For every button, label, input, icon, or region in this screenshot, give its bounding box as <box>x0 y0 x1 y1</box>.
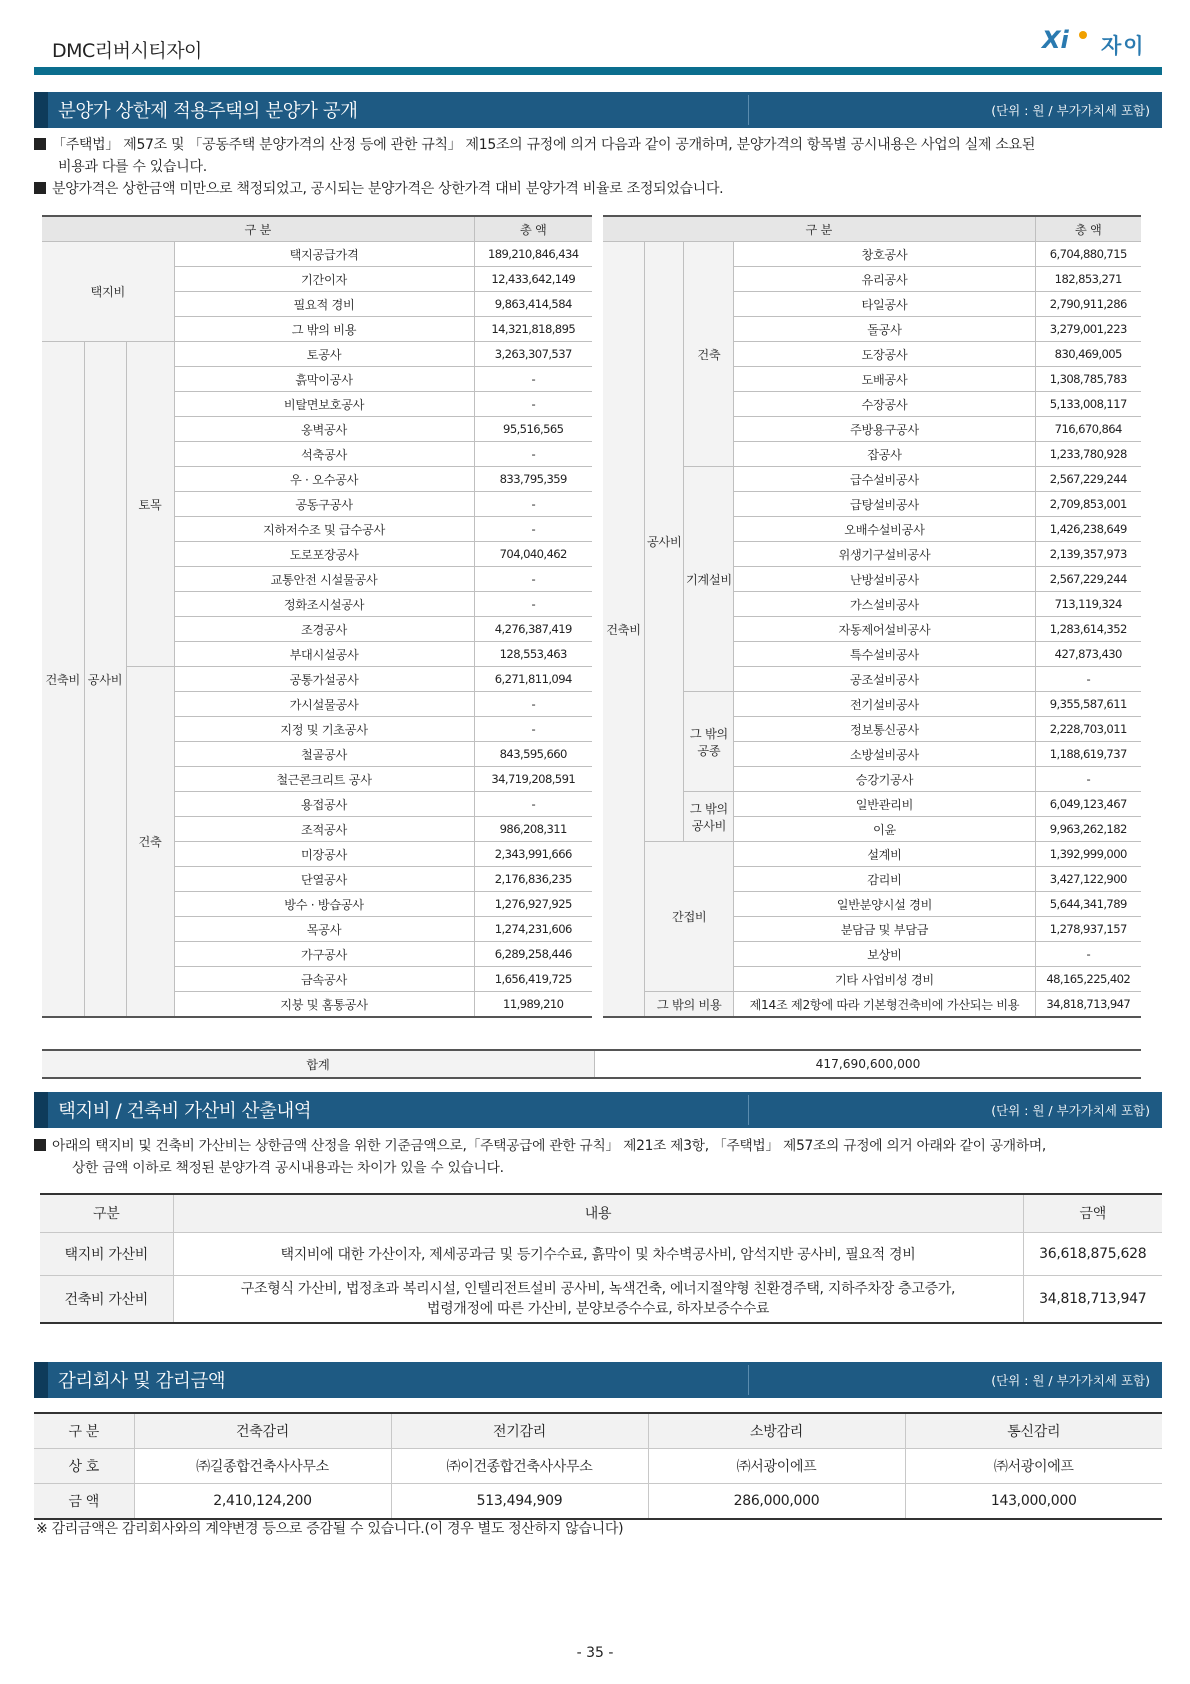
section-title: 택지비 / 건축비 가산비 산출내역 <box>58 1101 312 1122</box>
row-item: 주방용구공사 <box>734 417 1035 442</box>
row-amount: 1,426,238,649 <box>1035 517 1141 542</box>
row-item: 지붕 및 홈통공사 <box>174 992 474 1018</box>
company-name: ㈜길종합건축사사무소 <box>134 1449 391 1484</box>
row-item: 타일공사 <box>734 292 1035 317</box>
group-construction: 건축비 <box>603 242 645 1018</box>
group-other-works: 그 밖의 공종 <box>684 692 734 792</box>
row-item: 설계비 <box>734 842 1035 867</box>
group-indirect: 간접비 <box>645 842 734 992</box>
row-amount: 36,618,875,628 <box>1023 1232 1162 1275</box>
row-item: 오배수설비공사 <box>734 517 1035 542</box>
row-item: 미장공사 <box>174 842 474 867</box>
row-amount: 843,595,660 <box>474 742 592 767</box>
row-item: 도장공사 <box>734 342 1035 367</box>
bullet-text: 상한 금액 이하로 책정된 분양가격 공시내용과는 차이가 있을 수 있습니다. <box>72 1160 504 1176</box>
total-label: 합계 <box>42 1050 595 1078</box>
row-label-amount: 금 액 <box>34 1484 134 1520</box>
row-amount: - <box>474 692 592 717</box>
row-amount: 34,818,713,947 <box>1023 1275 1162 1323</box>
row-amount: 1,274,231,606 <box>474 917 592 942</box>
row-amount: - <box>474 592 592 617</box>
row-amount: 1,283,614,352 <box>1035 617 1141 642</box>
row-amount: 5,644,341,789 <box>1035 892 1141 917</box>
row-amount: 2,176,836,235 <box>474 867 592 892</box>
row-item: 공동구공사 <box>174 492 474 517</box>
group-other-cost: 그 밖의 비용 <box>645 992 734 1018</box>
page-number: - 35 - <box>576 1645 614 1661</box>
row-amount: 95,516,565 <box>474 417 592 442</box>
row-item: 돌공사 <box>734 317 1035 342</box>
row-item: 급탕설비공사 <box>734 492 1035 517</box>
row-amount: 34,818,713,947 <box>1035 992 1141 1018</box>
section1-notes <box>34 134 1162 200</box>
row-item: 석축공사 <box>174 442 474 467</box>
row-amount: 2,228,703,011 <box>1035 717 1141 742</box>
group-land: 택지비 <box>42 242 174 342</box>
row-item: 보상비 <box>734 942 1035 967</box>
row-amount: 34,719,208,591 <box>474 767 592 792</box>
xi-logo-icon <box>1040 26 1100 58</box>
row-amount: 1,276,927,925 <box>474 892 592 917</box>
row-amount: 6,289,258,446 <box>474 942 592 967</box>
row-label-company: 상 호 <box>34 1449 134 1484</box>
row-amount: 830,469,005 <box>1035 342 1141 367</box>
row-amount: 2,567,229,244 <box>1035 467 1141 492</box>
header-content: 내용 <box>173 1194 1023 1232</box>
group-work: 공사비 <box>84 342 126 1018</box>
row-amount: 1,188,619,737 <box>1035 742 1141 767</box>
row-amount: - <box>474 367 592 392</box>
supervision-note: ※ 감리금액은 감리회사와의 계약변경 등으로 증감될 수 있습니다.(이 경우 별도 정산하지 않습니다) <box>36 1521 624 1537</box>
supervision-amount: 513,494,909 <box>391 1484 648 1520</box>
row-amount: 704,040,462 <box>474 542 592 567</box>
row-item: 가구공사 <box>174 942 474 967</box>
row-item: 일반관리비 <box>734 792 1035 817</box>
cost-table-right <box>603 215 1141 1018</box>
section2-notes <box>34 1135 1162 1179</box>
bullet-square-icon <box>34 138 46 150</box>
row-item: 용접공사 <box>174 792 474 817</box>
row-amount: 2,790,911,286 <box>1035 292 1141 317</box>
row-amount: 3,279,001,223 <box>1035 317 1141 342</box>
total-amount: 417,690,600,000 <box>595 1050 1142 1078</box>
section-banner-price-disclosure <box>34 92 1162 128</box>
row-item: 감리비 <box>734 867 1035 892</box>
row-amount: 4,276,387,419 <box>474 617 592 642</box>
row-amount: 2,567,229,244 <box>1035 567 1141 592</box>
group-civil: 토목 <box>126 342 174 667</box>
row-item: 부대시설공사 <box>174 642 474 667</box>
header-category: 구 분 <box>34 1413 134 1449</box>
row-amount: 3,427,122,900 <box>1035 867 1141 892</box>
row-item: 필요적 경비 <box>174 292 474 317</box>
row-item: 기간이자 <box>174 267 474 292</box>
group-building: 건축 <box>126 667 174 1018</box>
header-amount: 총 액 <box>474 216 592 242</box>
section-banner-supervision <box>34 1362 1162 1398</box>
row-item: 흙막이공사 <box>174 367 474 392</box>
row-item: 지정 및 기초공사 <box>174 717 474 742</box>
row-content: 구조형식 가산비, 법정초과 복리시설, 인텔리전트설비 공사비, 녹색건축, 에너지절약형 친환경주택, 지하주차장 층고증가, <box>240 1280 956 1297</box>
section-banner-additional-costs <box>34 1092 1162 1128</box>
row-amount: 2,343,991,666 <box>474 842 592 867</box>
unit-note: (단위 : 원 / 부가가치세 포함) <box>991 1103 1150 1118</box>
row-amount: - <box>474 442 592 467</box>
row-amount: 48,165,225,402 <box>1035 967 1141 992</box>
row-item: 공조설비공사 <box>734 667 1035 692</box>
row-item: 유리공사 <box>734 267 1035 292</box>
row-item: 승강기공사 <box>734 767 1035 792</box>
header-electrical: 전기감리 <box>391 1413 648 1449</box>
row-item: 잡공사 <box>734 442 1035 467</box>
row-item: 공통가설공사 <box>174 667 474 692</box>
supervision-amount: 2,410,124,200 <box>134 1484 391 1520</box>
row-item: 제14조 제2항에 따라 기본형건축비에 가산되는 비용 <box>734 992 1035 1018</box>
row-category: 건축비 가산비 <box>40 1275 173 1323</box>
row-item: 도로포장공사 <box>174 542 474 567</box>
row-item: 정화조시설공사 <box>174 592 474 617</box>
total-table <box>42 1049 1141 1079</box>
row-item: 특수설비공사 <box>734 642 1035 667</box>
row-item: 교통안전 시설물공사 <box>174 567 474 592</box>
row-item: 조적공사 <box>174 817 474 842</box>
row-amount: 1,233,780,928 <box>1035 442 1141 467</box>
group-construction: 건축비 <box>42 342 84 1018</box>
row-item: 방수 · 방습공사 <box>174 892 474 917</box>
row-amount: - <box>474 567 592 592</box>
row-item: 전기설비공사 <box>734 692 1035 717</box>
row-item: 그 밖의 비용 <box>174 317 474 342</box>
row-item: 철골공사 <box>174 742 474 767</box>
row-amount: - <box>1035 942 1141 967</box>
row-item: 급수설비공사 <box>734 467 1035 492</box>
logo-text: 자이 <box>1101 34 1146 58</box>
header-amount: 총 액 <box>1035 216 1141 242</box>
row-amount: 1,308,785,783 <box>1035 367 1141 392</box>
supervision-amount: 143,000,000 <box>905 1484 1162 1520</box>
header-divider <box>34 67 1162 75</box>
header-category: 구분 <box>40 1194 173 1232</box>
row-amount: 6,049,123,467 <box>1035 792 1141 817</box>
row-amount: 833,795,359 <box>474 467 592 492</box>
row-amount: 189,210,846,434 <box>474 242 592 267</box>
additional-cost-table <box>40 1193 1162 1324</box>
row-amount: 2,139,357,973 <box>1035 542 1141 567</box>
row-item: 소방설비공사 <box>734 742 1035 767</box>
row-amount: 11,989,210 <box>474 992 592 1018</box>
row-amount: 2,709,853,001 <box>1035 492 1141 517</box>
row-amount: - <box>474 517 592 542</box>
row-item: 토공사 <box>174 342 474 367</box>
bullet-text: 분양가격은 상한금액 미만으로 책정되었고, 공시되는 분양가격은 상한가격 대비 분양가격 비율로 조정되었습니다. <box>52 181 724 197</box>
row-item: 목공사 <box>174 917 474 942</box>
row-content-cont: 법령개정에 따른 가산비, 분양보증수수료, 하자보증수수료 <box>426 1300 770 1317</box>
company-name: ㈜서광이에프 <box>648 1449 905 1484</box>
row-item: 위생기구설비공사 <box>734 542 1035 567</box>
bullet-text: 아래의 택지비 및 건축비 가산비는 상한금액 산정을 위한 기준금액으로,「주택공급에 관한 규칙」 제21조 제3항, 「주택법」 제57조의 규정에 의거 아래와 같이 공개하며, <box>52 1138 1046 1154</box>
row-item: 난방설비공사 <box>734 567 1035 592</box>
row-item: 이윤 <box>734 817 1035 842</box>
row-item: 옹벽공사 <box>174 417 474 442</box>
header-telecom: 통신감리 <box>905 1413 1162 1449</box>
row-item: 가스설비공사 <box>734 592 1035 617</box>
row-category: 택지비 가산비 <box>40 1232 173 1275</box>
bullet-square-icon <box>34 182 46 194</box>
header-fire: 소방감리 <box>648 1413 905 1449</box>
row-amount: 6,704,880,715 <box>1035 242 1141 267</box>
company-name: ㈜이건종합건축사사무소 <box>391 1449 648 1484</box>
row-amount: - <box>1035 767 1141 792</box>
row-amount: 9,863,414,584 <box>474 292 592 317</box>
row-item: 철근콘크리트 공사 <box>174 767 474 792</box>
row-item: 자동제어설비공사 <box>734 617 1035 642</box>
row-amount: - <box>474 792 592 817</box>
row-amount: 14,321,818,895 <box>474 317 592 342</box>
row-item: 비탈면보호공사 <box>174 392 474 417</box>
group-work: 공사비 <box>645 242 684 842</box>
supervision-table <box>34 1412 1162 1520</box>
row-item: 도배공사 <box>734 367 1035 392</box>
section-title: 분양가 상한제 적용주택의 분양가 공개 <box>58 101 358 122</box>
row-amount: - <box>1035 667 1141 692</box>
unit-note: (단위 : 원 / 부가가치세 포함) <box>991 1373 1150 1388</box>
company-name: ㈜서광이에프 <box>905 1449 1162 1484</box>
header-architecture: 건축감리 <box>134 1413 391 1449</box>
row-amount: 128,553,463 <box>474 642 592 667</box>
row-amount: 182,853,271 <box>1035 267 1141 292</box>
header-amount: 금액 <box>1023 1194 1162 1232</box>
row-amount: 1,278,937,157 <box>1035 917 1141 942</box>
row-amount: 6,271,811,094 <box>474 667 592 692</box>
header-category: 구 분 <box>42 216 474 242</box>
row-amount: 1,392,999,000 <box>1035 842 1141 867</box>
row-amount: - <box>474 717 592 742</box>
unit-note: (단위 : 원 / 부가가치세 포함) <box>991 103 1150 118</box>
group-other-work-cost: 그 밖의 공사비 <box>684 792 734 842</box>
row-item: 가시설물공사 <box>174 692 474 717</box>
supervision-amount: 286,000,000 <box>648 1484 905 1520</box>
bullet-text: 비용과 다를 수 있습니다. <box>58 159 207 175</box>
row-item: 단열공사 <box>174 867 474 892</box>
row-amount: 986,208,311 <box>474 817 592 842</box>
row-amount: 716,670,864 <box>1035 417 1141 442</box>
cost-table-left <box>42 215 592 1018</box>
row-amount: 1,656,419,725 <box>474 967 592 992</box>
header-category: 구 분 <box>603 216 1035 242</box>
row-amount: 3,263,307,537 <box>474 342 592 367</box>
logo-mark: Xi <box>1042 26 1069 54</box>
row-item: 정보통신공사 <box>734 717 1035 742</box>
bullet-text: 「주택법」 제57조 및 「공동주택 분양가격의 산정 등에 관한 규칙」 제15조의 규정에 의거 다음과 같이 공개하며, 분양가격의 항목별 공시내용은 사업의 실제 소요된 <box>52 137 1036 153</box>
row-item: 지하저수조 및 급수공사 <box>174 517 474 542</box>
row-item: 택지공급가격 <box>174 242 474 267</box>
row-item: 기타 사업비성 경비 <box>734 967 1035 992</box>
bullet-square-icon <box>34 1139 46 1151</box>
row-amount: 12,433,642,149 <box>474 267 592 292</box>
group-mechanical: 기계설비 <box>684 467 734 692</box>
row-item: 우 · 오수공사 <box>174 467 474 492</box>
document-title: DMC리버시티자이 <box>52 40 202 62</box>
section-title: 감리회사 및 감리금액 <box>58 1371 226 1392</box>
row-amount: - <box>474 392 592 417</box>
row-item: 분담금 및 부담금 <box>734 917 1035 942</box>
row-item: 수장공사 <box>734 392 1035 417</box>
row-amount: - <box>474 492 592 517</box>
group-building: 건축 <box>684 242 734 467</box>
row-amount: 427,873,430 <box>1035 642 1141 667</box>
row-content: 택지비에 대한 가산이자, 제세공과금 및 등기수수료, 흙막이 및 차수벽공사비, 암석지반 공사비, 필요적 경비 <box>173 1232 1023 1275</box>
row-amount: 5,133,008,117 <box>1035 392 1141 417</box>
row-item: 조경공사 <box>174 617 474 642</box>
row-item: 금속공사 <box>174 967 474 992</box>
row-amount: 713,119,324 <box>1035 592 1141 617</box>
row-item: 창호공사 <box>734 242 1035 267</box>
row-amount: 9,963,262,182 <box>1035 817 1141 842</box>
row-item: 일반분양시설 경비 <box>734 892 1035 917</box>
row-amount: 9,355,587,611 <box>1035 692 1141 717</box>
